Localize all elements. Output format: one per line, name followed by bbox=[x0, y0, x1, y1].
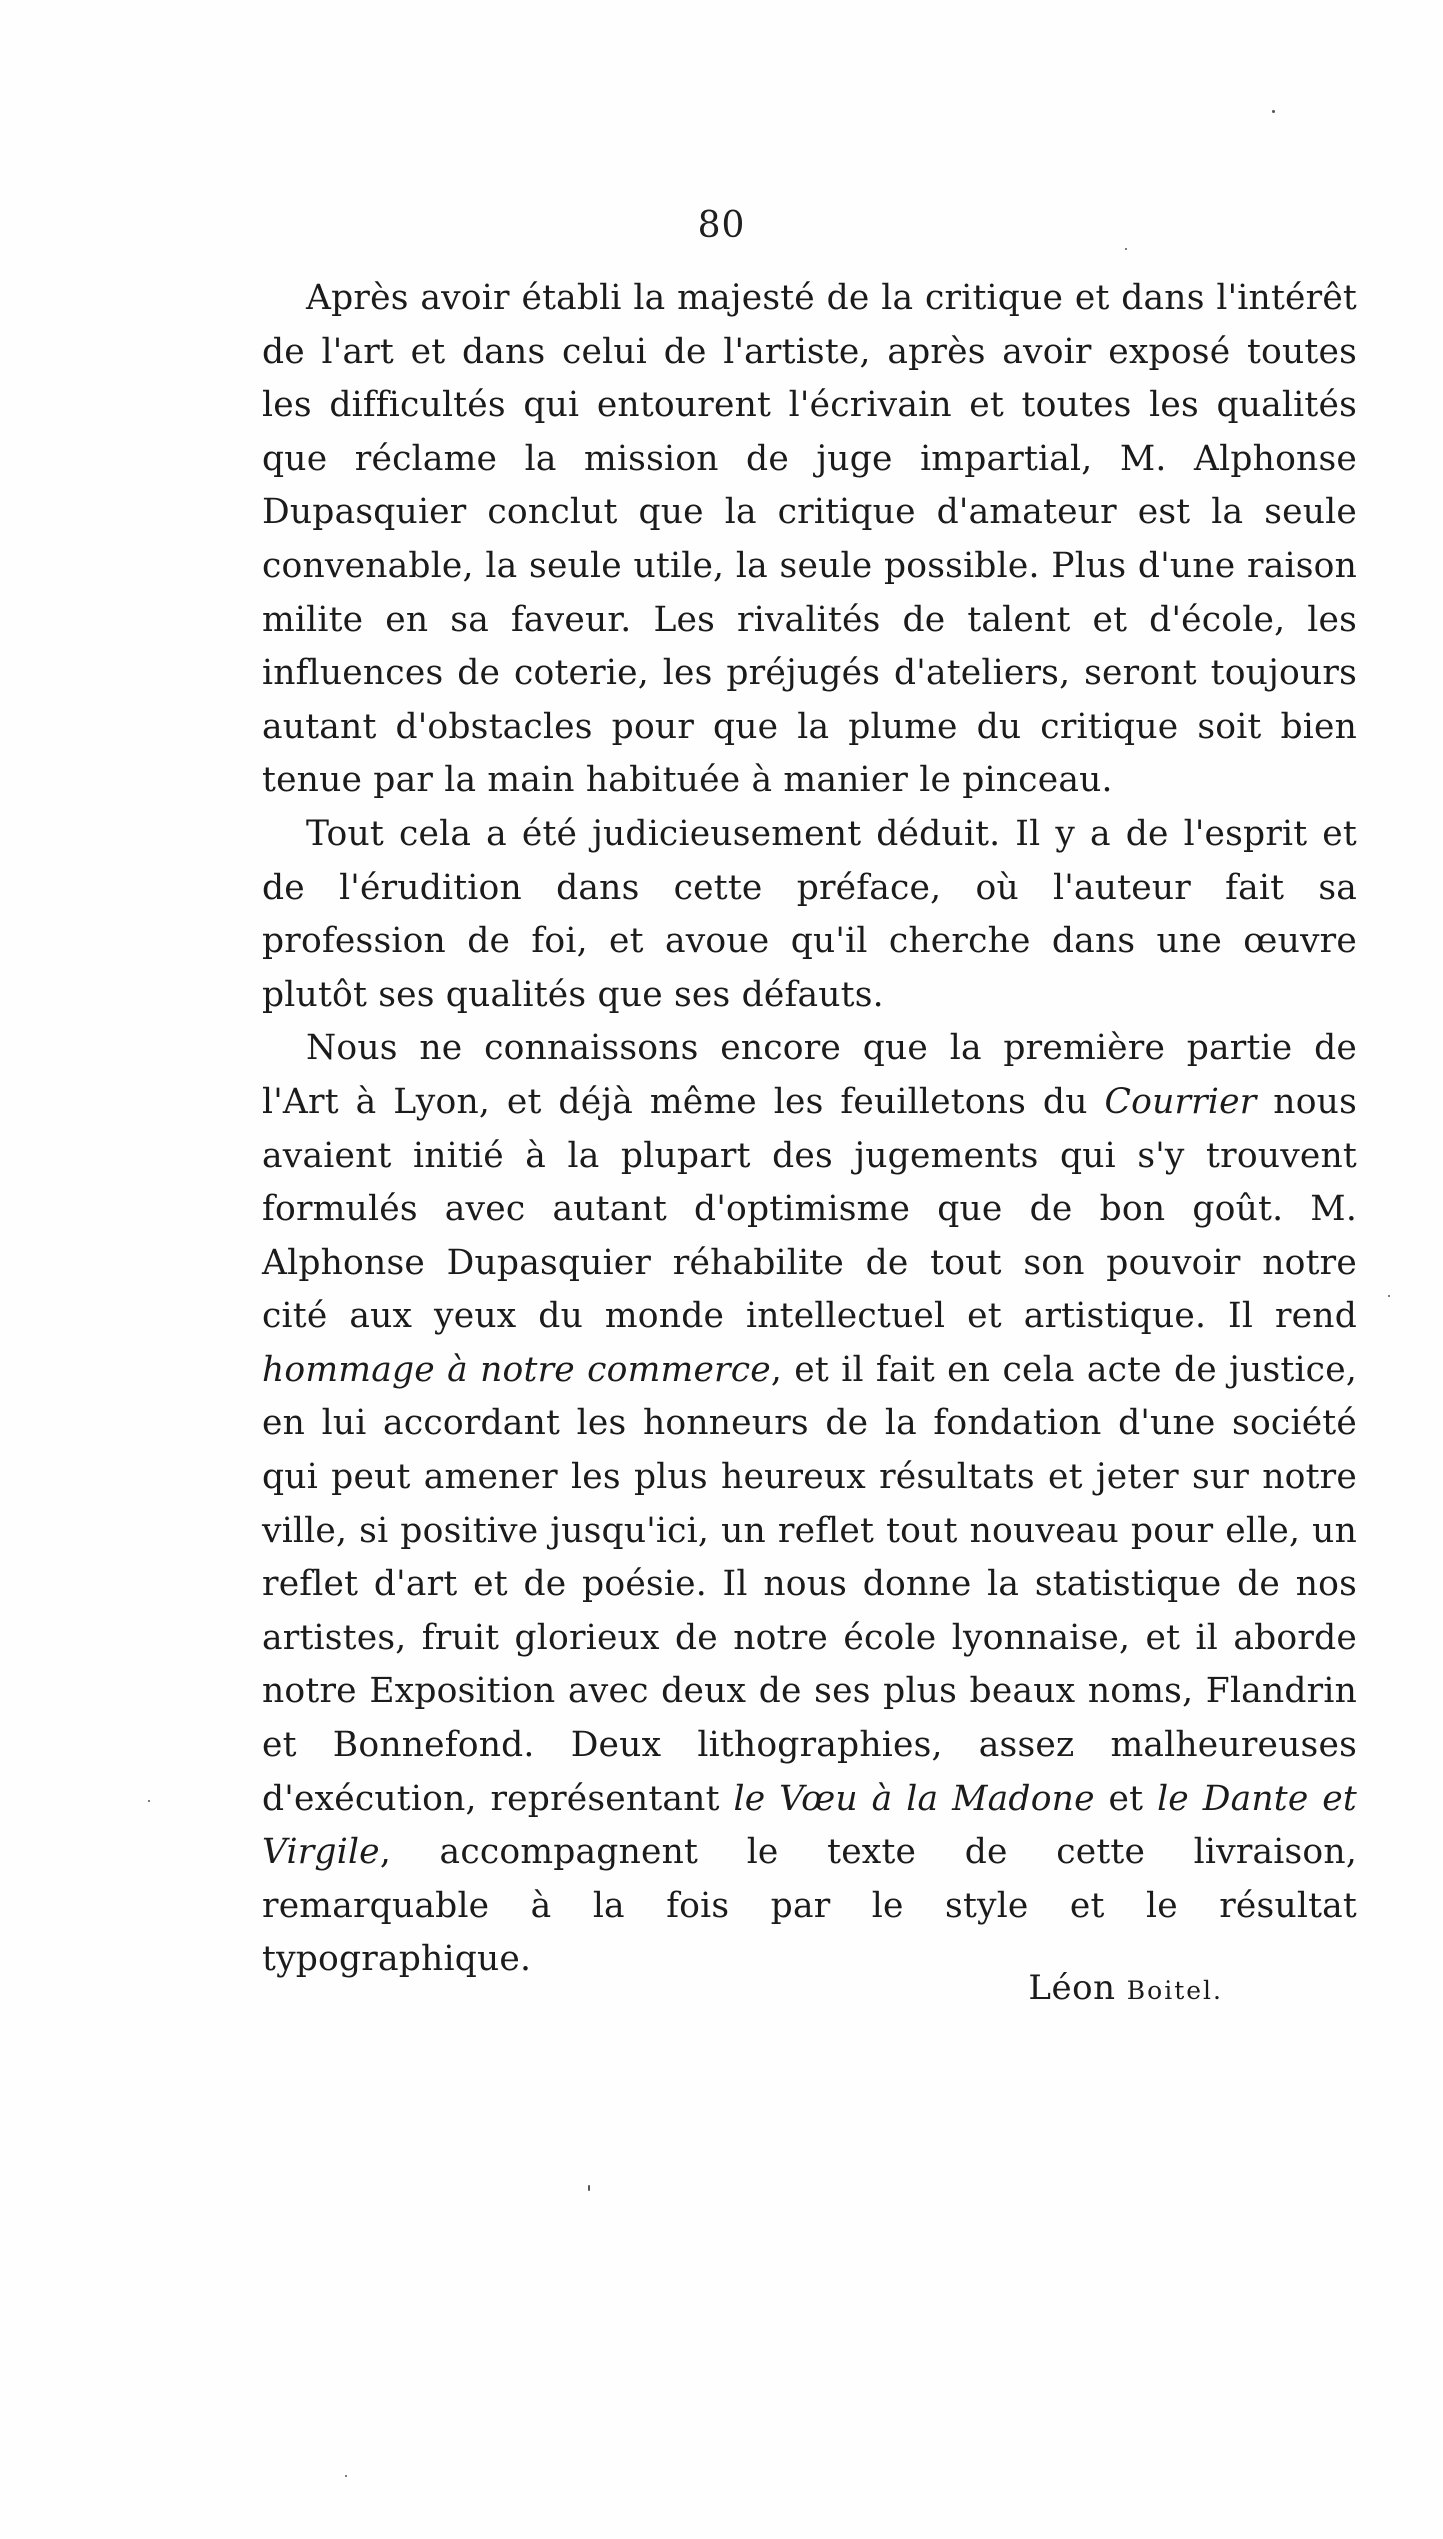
paragraph-3-text-d: et bbox=[1094, 1778, 1158, 1819]
paper-speck bbox=[1388, 1295, 1390, 1297]
signature-first-name: Léon bbox=[1028, 1968, 1116, 2008]
signature-last-name: Boitel. bbox=[1126, 1976, 1223, 2005]
italic-courrier: Courrier bbox=[1104, 1081, 1257, 1122]
paper-speck bbox=[1272, 110, 1275, 113]
signature bbox=[1028, 1968, 1223, 2008]
paragraph-3 bbox=[262, 1022, 1357, 1987]
paragraph-3-text-b: nous avaient initié à la plupart des jugements qui s'y trouvent formulés avec autant d'optimisme que de bon goût. M. Alphonse Dupasquier réhabilite de tout son pouvoir notre cité aux yeux du monde intellectuel et artistique. Il rend bbox=[262, 1081, 1357, 1337]
paper-speck bbox=[345, 2475, 347, 2477]
italic-hommage: hommage à notre commerce bbox=[262, 1349, 771, 1390]
paragraph-3-text-a: Nous ne connaissons encore que la première partie de l'Art à Lyon, et déjà même les feuilletons du bbox=[262, 1028, 1357, 1122]
paragraph-2: Tout cela a été judicieusement déduit. Il y a de l'esprit et de l'érudition dans cette préface, où l'auteur fait sa profession de foi, et avoue qu'il cherche dans une œuvre plutôt ses qualités que ses défauts. bbox=[262, 813, 1357, 1015]
italic-dante-virgile: le Dante et Virgile bbox=[262, 1778, 1357, 1873]
paper-speck bbox=[148, 1800, 150, 1802]
italic-voeu-madone: le Vœu à la Madone bbox=[733, 1778, 1095, 1819]
paragraph-1: Après avoir établi la majesté de la critique et dans l'intérêt de l'art et dans celui de l'artiste, après avoir exposé toutes les difficultés qui entourent l'écrivain et toutes les qualités que réclame la mission de juge impartial, M. Alphonse Dupasquier conclut que la critique d'amateur est la seule convenable, la seule utile, la seule possible. Plus d'une raison milite en sa faveur. Les rivalités de talent et d'école, les influences de coterie, les préjugés d'ateliers, seront toujours autant d'obstacles pour que la plume du critique soit bien tenue par la main habituée à manier le pinceau. bbox=[262, 278, 1357, 801]
body-text bbox=[262, 272, 1357, 1987]
paper-speck bbox=[588, 2185, 590, 2191]
paragraph-3-text-c: , et il fait en cela acte de justice, en lui accordant les honneurs de la fondation d'une société qui peut amener les plus heureux résultats et jeter sur notre ville, si positive jusqu'ici, un reflet tout nouveau pour elle, un reflet d'art et de poésie. Il nous donne la statistique de nos artistes, fruit glorieux de notre école lyonnaise, et il aborde notre Exposition avec deux de ses plus beaux noms, Flandrin et Bonnefond. Deux lithographies, assez malheureuses d'exécution, représentant bbox=[262, 1349, 1357, 1819]
paper-speck bbox=[1125, 248, 1127, 250]
paragraph-3-text-e: , accompagnent le texte de cette livraison, remarquable à la fois par le style et le résultat typographique. bbox=[262, 1832, 1357, 1980]
page-number: 80 bbox=[697, 205, 746, 246]
